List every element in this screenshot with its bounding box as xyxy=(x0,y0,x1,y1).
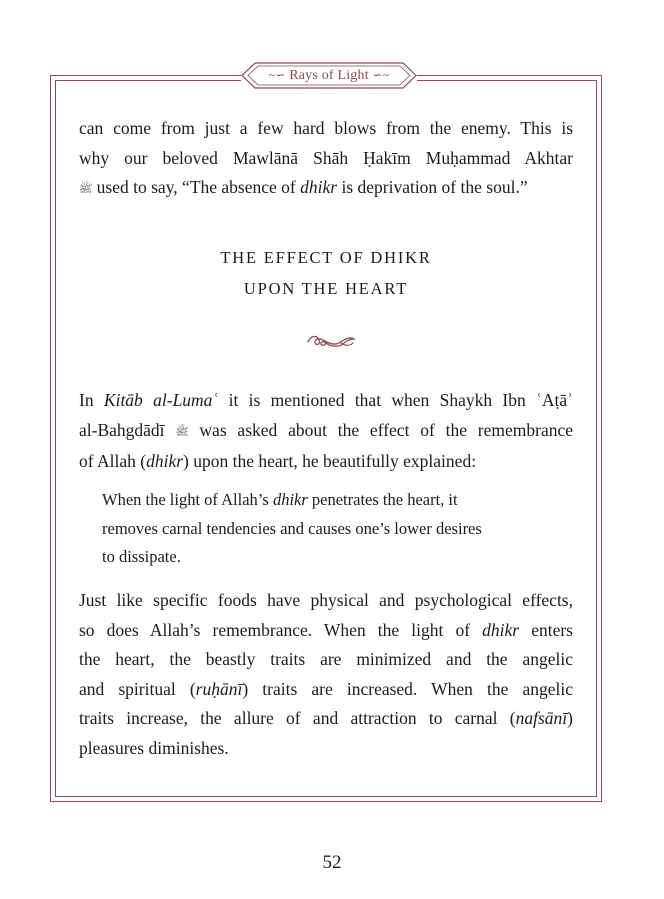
italic-term: dhikr xyxy=(272,490,308,509)
heading-line-2: UPON THE HEART xyxy=(243,279,409,298)
honorific-symbol: ﷺ xyxy=(175,425,189,438)
heading-line-1: THE EFFECT OF DHIKR xyxy=(220,248,432,267)
italic-title: Kitāb al-Lumaʿ xyxy=(103,390,219,410)
text-line xyxy=(79,447,573,477)
text-line xyxy=(79,675,573,705)
text-run: enters xyxy=(519,619,573,640)
honorific-symbol: ﷺ xyxy=(79,183,93,195)
text-run: In xyxy=(79,390,104,410)
page-number: 52 xyxy=(322,852,342,873)
text-line: pleasures diminishes. xyxy=(79,737,229,758)
flourish-divider-icon xyxy=(305,331,357,351)
running-header-title xyxy=(241,62,417,89)
italic-term: ruḥānī xyxy=(195,678,243,699)
text-line xyxy=(79,704,573,734)
header-ornament-left-icon: ~∽ xyxy=(268,68,286,82)
italic-term: dhikr xyxy=(300,177,338,197)
text-run: ) traits are increased. When the angelic xyxy=(242,678,574,699)
text-run: so does Allah’s remembrance. When the light of xyxy=(79,619,483,640)
italic-term: dhikr xyxy=(146,451,184,471)
text-run: When the light of Allah’s xyxy=(102,490,273,509)
text-run: used to say, “The absence of xyxy=(96,177,301,197)
quote-line xyxy=(102,486,552,515)
text-line: the heart, the beastly traits are minimized and the angelic xyxy=(79,649,573,669)
text-line: can come from just a few hard blows from the enemy. This is xyxy=(79,118,573,138)
text-run: al-Bahgdādī xyxy=(79,419,176,440)
text-line xyxy=(79,386,573,416)
paragraph-foods xyxy=(79,586,573,763)
quote-line: removes carnal tendencies and causes one’s lower desires xyxy=(102,518,482,538)
paragraph-kitab xyxy=(79,386,573,477)
section-heading xyxy=(79,242,573,304)
text-line: Just like specific foods have physical and psychological effects, xyxy=(79,590,573,610)
block-quote xyxy=(102,486,552,572)
book-title: Rays of Light xyxy=(289,68,369,83)
text-run: traits increase, the allure of and attraction to carnal ( xyxy=(79,708,516,728)
text-line: why our beloved Mawlānā Shāh Ḥakīm Muḥammad Akhtar xyxy=(79,147,573,168)
text-run: and spiritual ( xyxy=(79,678,196,699)
text-run: of Allah ( xyxy=(79,451,147,471)
paragraph-continuation xyxy=(79,114,573,205)
italic-term: nafsānī xyxy=(515,708,568,728)
running-header xyxy=(241,62,417,89)
text-line xyxy=(79,173,573,205)
header-ornament-right-icon: ∽~ xyxy=(372,68,390,82)
text-run: was asked about the effect of the remembrance xyxy=(188,419,573,440)
text-line xyxy=(79,616,573,646)
text-run: it is mentioned that when Shaykh Ibn ʿAṭāʾ xyxy=(218,390,573,410)
text-run: penetrates the heart, it xyxy=(307,490,458,509)
text-line xyxy=(79,416,573,448)
text-run: is deprivation of the soul.” xyxy=(337,177,528,197)
quote-line: to dissipate. xyxy=(102,547,181,566)
text-run: ) xyxy=(567,708,573,728)
text-run: ) upon the heart, he beautifully explained: xyxy=(183,451,477,471)
italic-term: dhikr xyxy=(482,619,520,640)
